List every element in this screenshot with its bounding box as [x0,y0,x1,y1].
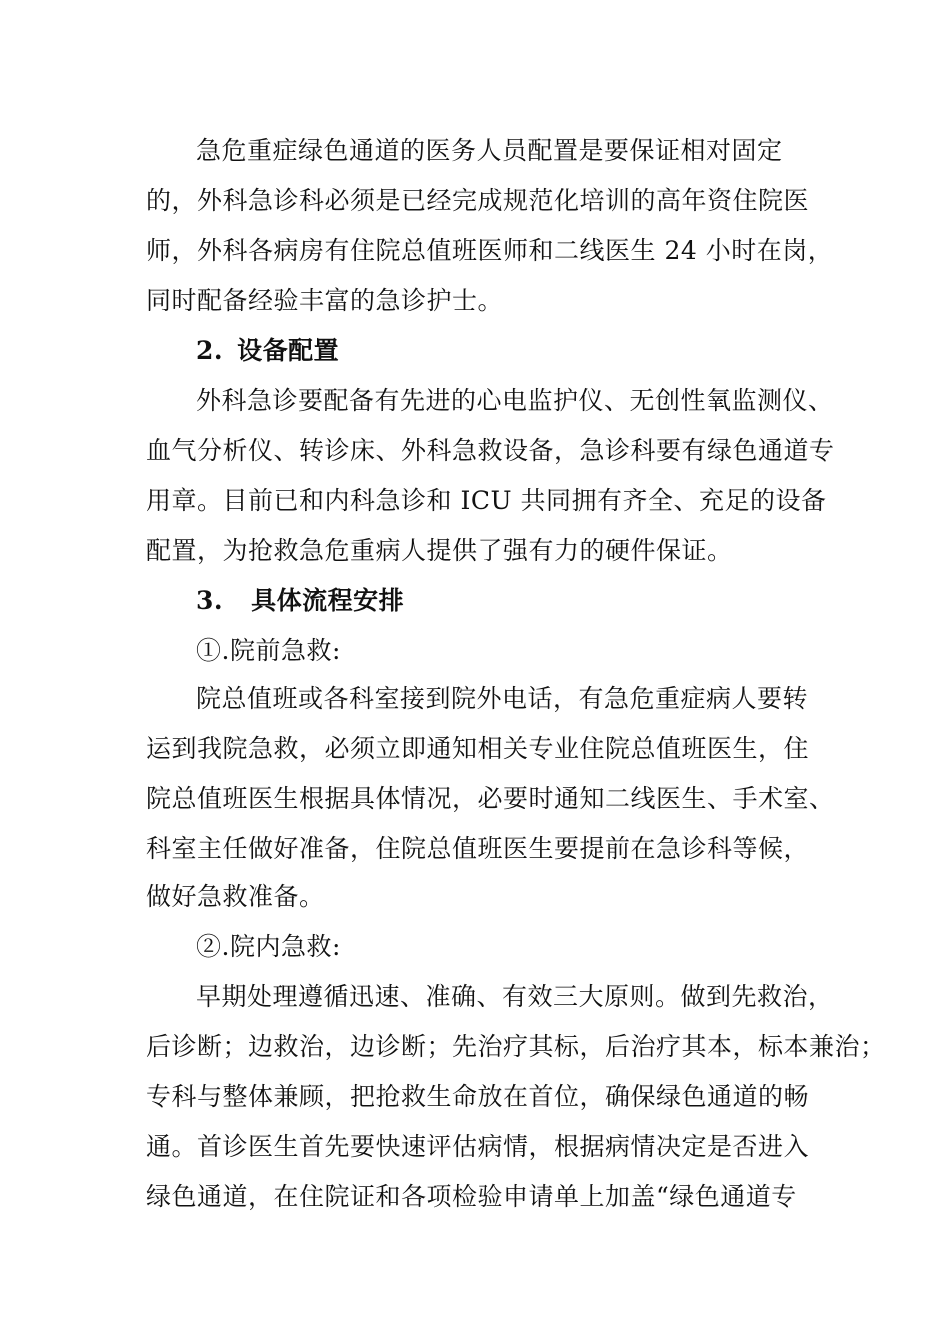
paragraph-1-line-2: 的，外科急诊科必须是已经完成规范化培训的高年资住院医 [146,186,810,215]
section-heading-2 [196,336,339,366]
paragraph-3-line-2: 运到我院急救，必须立即通知相关专业住院总值班医生，住 [146,734,810,763]
subheading-prehospital: ①.院前急救: [196,636,341,665]
paragraph-4-line-5: 绿色通道，在住院证和各项检验申请单上加盖“绿色通道专 [146,1182,797,1211]
section-heading-3-title: 具体流程安排 [251,586,405,615]
section-heading-3 [196,586,404,616]
subheading-inhospital: ②.院内急救: [196,932,341,961]
paragraph-4-line-2: 后诊断；边救治，边诊断；先治疗其标，后治疗其本，标本兼治； [146,1032,886,1061]
paragraph-4-line-1: 早期处理遵循迅速、准确、有效三大原则。做到先救治， [196,982,834,1011]
paragraph-2-line-3: 用章。目前已和内科急诊和 ICU 共同拥有齐全、充足的设备 [146,486,827,515]
paragraph-2-line-4: 配置，为抢救急危重病人提供了强有力的硬件保证。 [146,536,733,565]
section-heading-2-title: 设备配置 [237,336,340,365]
paragraph-1-line-4: 同时配备经验丰富的急诊护士。 [146,286,504,315]
paragraph-3-line-5: 做好急救准备。 [146,882,325,911]
paragraph-4-line-4: 通。首诊医生首先要快速评估病情，根据病情决定是否进入 [146,1132,810,1161]
paragraph-2-line-2: 血气分析仪、转诊床、外科急救设备，急诊科要有绿色通道专 [146,436,835,465]
section-heading-2-number: 2. [196,336,224,365]
paragraph-1-line-1: 急危重症绿色通道的医务人员配置是要保证相对固定 [196,136,783,165]
section-heading-3-number: 3. [196,586,224,615]
paragraph-3-line-1: 院总值班或各科室接到院外电话，有急危重症病人要转 [196,684,809,713]
paragraph-3-line-4: 科室主任做好准备，住院总值班医生要提前在急诊科等候， [146,834,810,863]
paragraph-1-line-3: 师，外科各病房有住院总值班医师和二线医生 24 小时在岗， [146,236,834,265]
paragraph-4-line-3: 专科与整体兼顾，把抢救生命放在首位，确保绿色通道的畅 [146,1082,810,1111]
paragraph-3-line-3: 院总值班医生根据具体情况，必要时通知二线医生、手术室、 [146,784,835,813]
paragraph-2-line-1: 外科急诊要配备有先进的心电监护仪、无创性氧监测仪、 [196,386,834,415]
